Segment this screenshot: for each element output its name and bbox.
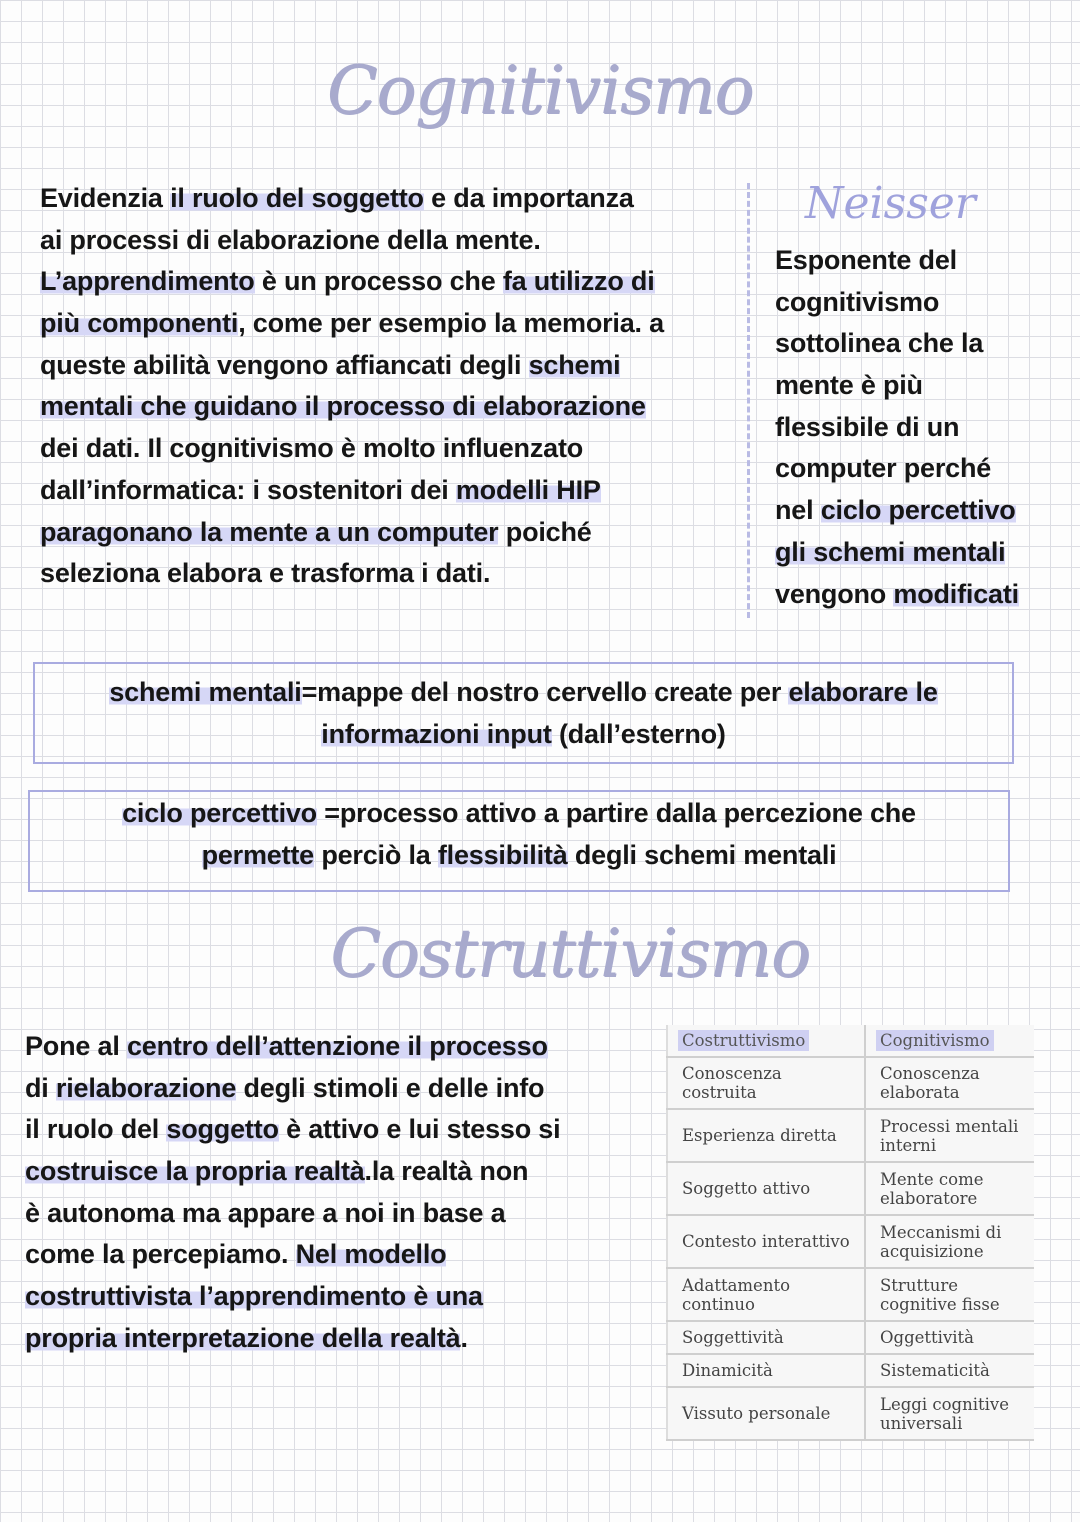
highlighted-text: modificati — [893, 578, 1019, 609]
text: degli stimoli e delle info — [236, 1072, 545, 1103]
highlighted-text: L’apprendimento — [40, 266, 255, 297]
text-line — [35, 713, 1012, 755]
text: perciò la — [314, 840, 438, 870]
highlighted-text: soggetto — [166, 1114, 279, 1145]
table-cell: Soggetto attivo — [667, 1162, 865, 1215]
text: (dall’esterno) — [551, 719, 726, 749]
definition-text — [30, 792, 1008, 876]
table-row — [667, 1057, 1034, 1109]
highlighted-text: più componenti — [40, 308, 239, 339]
text-line — [25, 1318, 560, 1360]
comparison-table — [666, 1025, 1034, 1441]
text-line — [775, 323, 1019, 365]
definition-box-schemi-mentali — [33, 662, 1014, 764]
table-row — [667, 1354, 1034, 1387]
text-line — [25, 1068, 560, 1110]
text-line — [40, 386, 664, 428]
text-line — [775, 240, 1019, 282]
highlighted-text: Nel modello — [295, 1239, 447, 1270]
table-row — [667, 1109, 1034, 1162]
text: queste abilità vengono affiancati degli — [40, 349, 529, 380]
highlighted-text: schemi — [528, 349, 621, 380]
text-line — [30, 834, 1008, 876]
text-line — [775, 490, 1019, 532]
table-cell: Conoscenza elaborata — [865, 1057, 1034, 1109]
costruttivismo-paragraph — [25, 1026, 560, 1360]
table-cell: Leggi cognitive universali — [865, 1387, 1034, 1440]
table-header: Cognitivismo — [865, 1025, 1034, 1057]
text: seleziona elabora e trasforma i dati. — [40, 558, 491, 589]
table-cell: Dinamicità — [667, 1354, 865, 1387]
text: è autonoma ma appare a noi in base a — [25, 1197, 506, 1228]
text: poiché — [498, 516, 592, 547]
text-line — [40, 553, 664, 595]
table-row — [667, 1321, 1034, 1354]
table-row — [667, 1215, 1034, 1268]
text-line — [25, 1026, 560, 1068]
highlighted-text: rielaborazione — [55, 1072, 237, 1103]
table-cell: Adattamento continuo — [667, 1268, 865, 1321]
text-line — [40, 345, 664, 387]
highlighted-text: ciclo percettivo — [122, 798, 317, 828]
table-cell: Contesto interattivo — [667, 1215, 865, 1268]
table-cell: Processi mentali interni — [865, 1109, 1034, 1162]
highlighted-text: propria interpretazione della realtà — [25, 1322, 461, 1353]
text-line — [25, 1276, 560, 1318]
text: e da importanza — [423, 183, 634, 213]
highlighted-text: gli schemi mentali — [775, 536, 1006, 567]
text: è un processo che — [254, 266, 503, 297]
table-cell: Oggettività — [865, 1321, 1034, 1354]
text-line — [775, 574, 1019, 616]
text: ai processi di elaborazione della mente. — [40, 224, 541, 255]
title-costruttivismo: Costruttivismo — [330, 915, 810, 992]
text-line — [775, 282, 1019, 324]
text-line — [40, 178, 664, 220]
table-cell: Esperienza diretta — [667, 1109, 865, 1162]
text: . — [460, 1322, 468, 1353]
text-line — [25, 1109, 560, 1151]
text: flessibile di un — [775, 411, 960, 442]
table-header: Costruttivismo — [667, 1025, 865, 1057]
text: Pone al — [25, 1031, 127, 1061]
neisser-heading: Neisser — [805, 178, 976, 229]
title-cognitivismo: Cognitivismo — [326, 52, 754, 129]
text: cognitivismo — [775, 286, 940, 317]
text-line — [775, 407, 1019, 449]
text-line — [40, 428, 664, 470]
table-cell: Conoscenza costruita — [667, 1057, 865, 1109]
highlighted-text: flessibilità — [437, 840, 568, 870]
highlighted-text: paragonano la mente a un computer — [40, 516, 499, 547]
text-line — [25, 1193, 560, 1235]
text: .la realtà non — [364, 1156, 529, 1187]
text-line — [40, 470, 664, 512]
highlighted-text: costruisce la propria realtà — [25, 1156, 365, 1187]
text: è attivo e lui stesso si — [278, 1114, 561, 1145]
highlighted-text: permette — [201, 840, 315, 870]
table-cell: Soggettività — [667, 1321, 865, 1354]
text-line — [775, 365, 1019, 407]
text: Evidenzia — [40, 183, 171, 213]
highlighted-text: il ruolo del soggetto — [170, 183, 424, 213]
text: =processo attivo a partire dalla percezione che — [316, 798, 916, 828]
table-row — [667, 1162, 1034, 1215]
highlighted-text: schemi mentali — [109, 677, 302, 707]
text-line — [40, 303, 664, 345]
text-line — [25, 1151, 560, 1193]
text-line — [775, 532, 1019, 574]
table-row — [667, 1387, 1034, 1440]
text: mente è più — [775, 370, 923, 401]
highlighted-text: informazioni input — [321, 719, 552, 749]
table-row — [667, 1268, 1034, 1321]
text: dei dati. Il cognitivismo è molto influenzato — [40, 433, 584, 464]
definition-box-ciclo-percettivo — [28, 790, 1010, 892]
text: nel — [775, 495, 821, 526]
text-line — [35, 671, 1012, 713]
definition-text — [35, 664, 1012, 755]
text-line — [40, 512, 664, 554]
text-line — [775, 448, 1019, 490]
text: degli schemi mentali — [567, 840, 837, 870]
text: computer perché — [775, 453, 992, 484]
text: di — [25, 1072, 56, 1103]
text: vengono — [775, 578, 894, 609]
highlighted-text: centro dell’attenzione il processo — [126, 1031, 548, 1061]
highlighted-text: fa utilizzo di — [502, 266, 655, 297]
cognitivismo-paragraph — [40, 178, 664, 595]
text: Esponente del — [775, 245, 957, 275]
highlighted-text: modelli HIP — [455, 474, 601, 505]
table-cell: Sistematicità — [865, 1354, 1034, 1387]
highlighted-text: mentali che guidano il processo di elaborazione — [40, 391, 646, 422]
text: dall’informatica: i sostenitori dei — [40, 474, 456, 505]
divider-dashed — [747, 183, 750, 618]
text-line — [40, 220, 664, 262]
text-line — [40, 261, 664, 303]
text: =mappe del nostro cervello create per — [301, 677, 789, 707]
neisser-paragraph — [775, 240, 1019, 615]
table-cell: Mente come elaboratore — [865, 1162, 1034, 1215]
text: sottolinea che la — [775, 328, 984, 359]
text-line — [25, 1234, 560, 1276]
text-line — [30, 792, 1008, 834]
highlighted-text: costruttivista l’apprendimento è una — [25, 1281, 483, 1312]
text: il ruolo del — [25, 1114, 167, 1145]
text: , come per esempio la memoria. a — [238, 308, 664, 339]
highlighted-text: elaborare le — [788, 677, 938, 707]
table-cell: Vissuto personale — [667, 1387, 865, 1440]
highlighted-text: ciclo percettivo — [820, 495, 1016, 526]
table-cell: Meccanismi di acquisizione — [865, 1215, 1034, 1268]
text: come la percepiamo. — [25, 1239, 296, 1270]
table-cell: Strutture cognitive fisse — [865, 1268, 1034, 1321]
